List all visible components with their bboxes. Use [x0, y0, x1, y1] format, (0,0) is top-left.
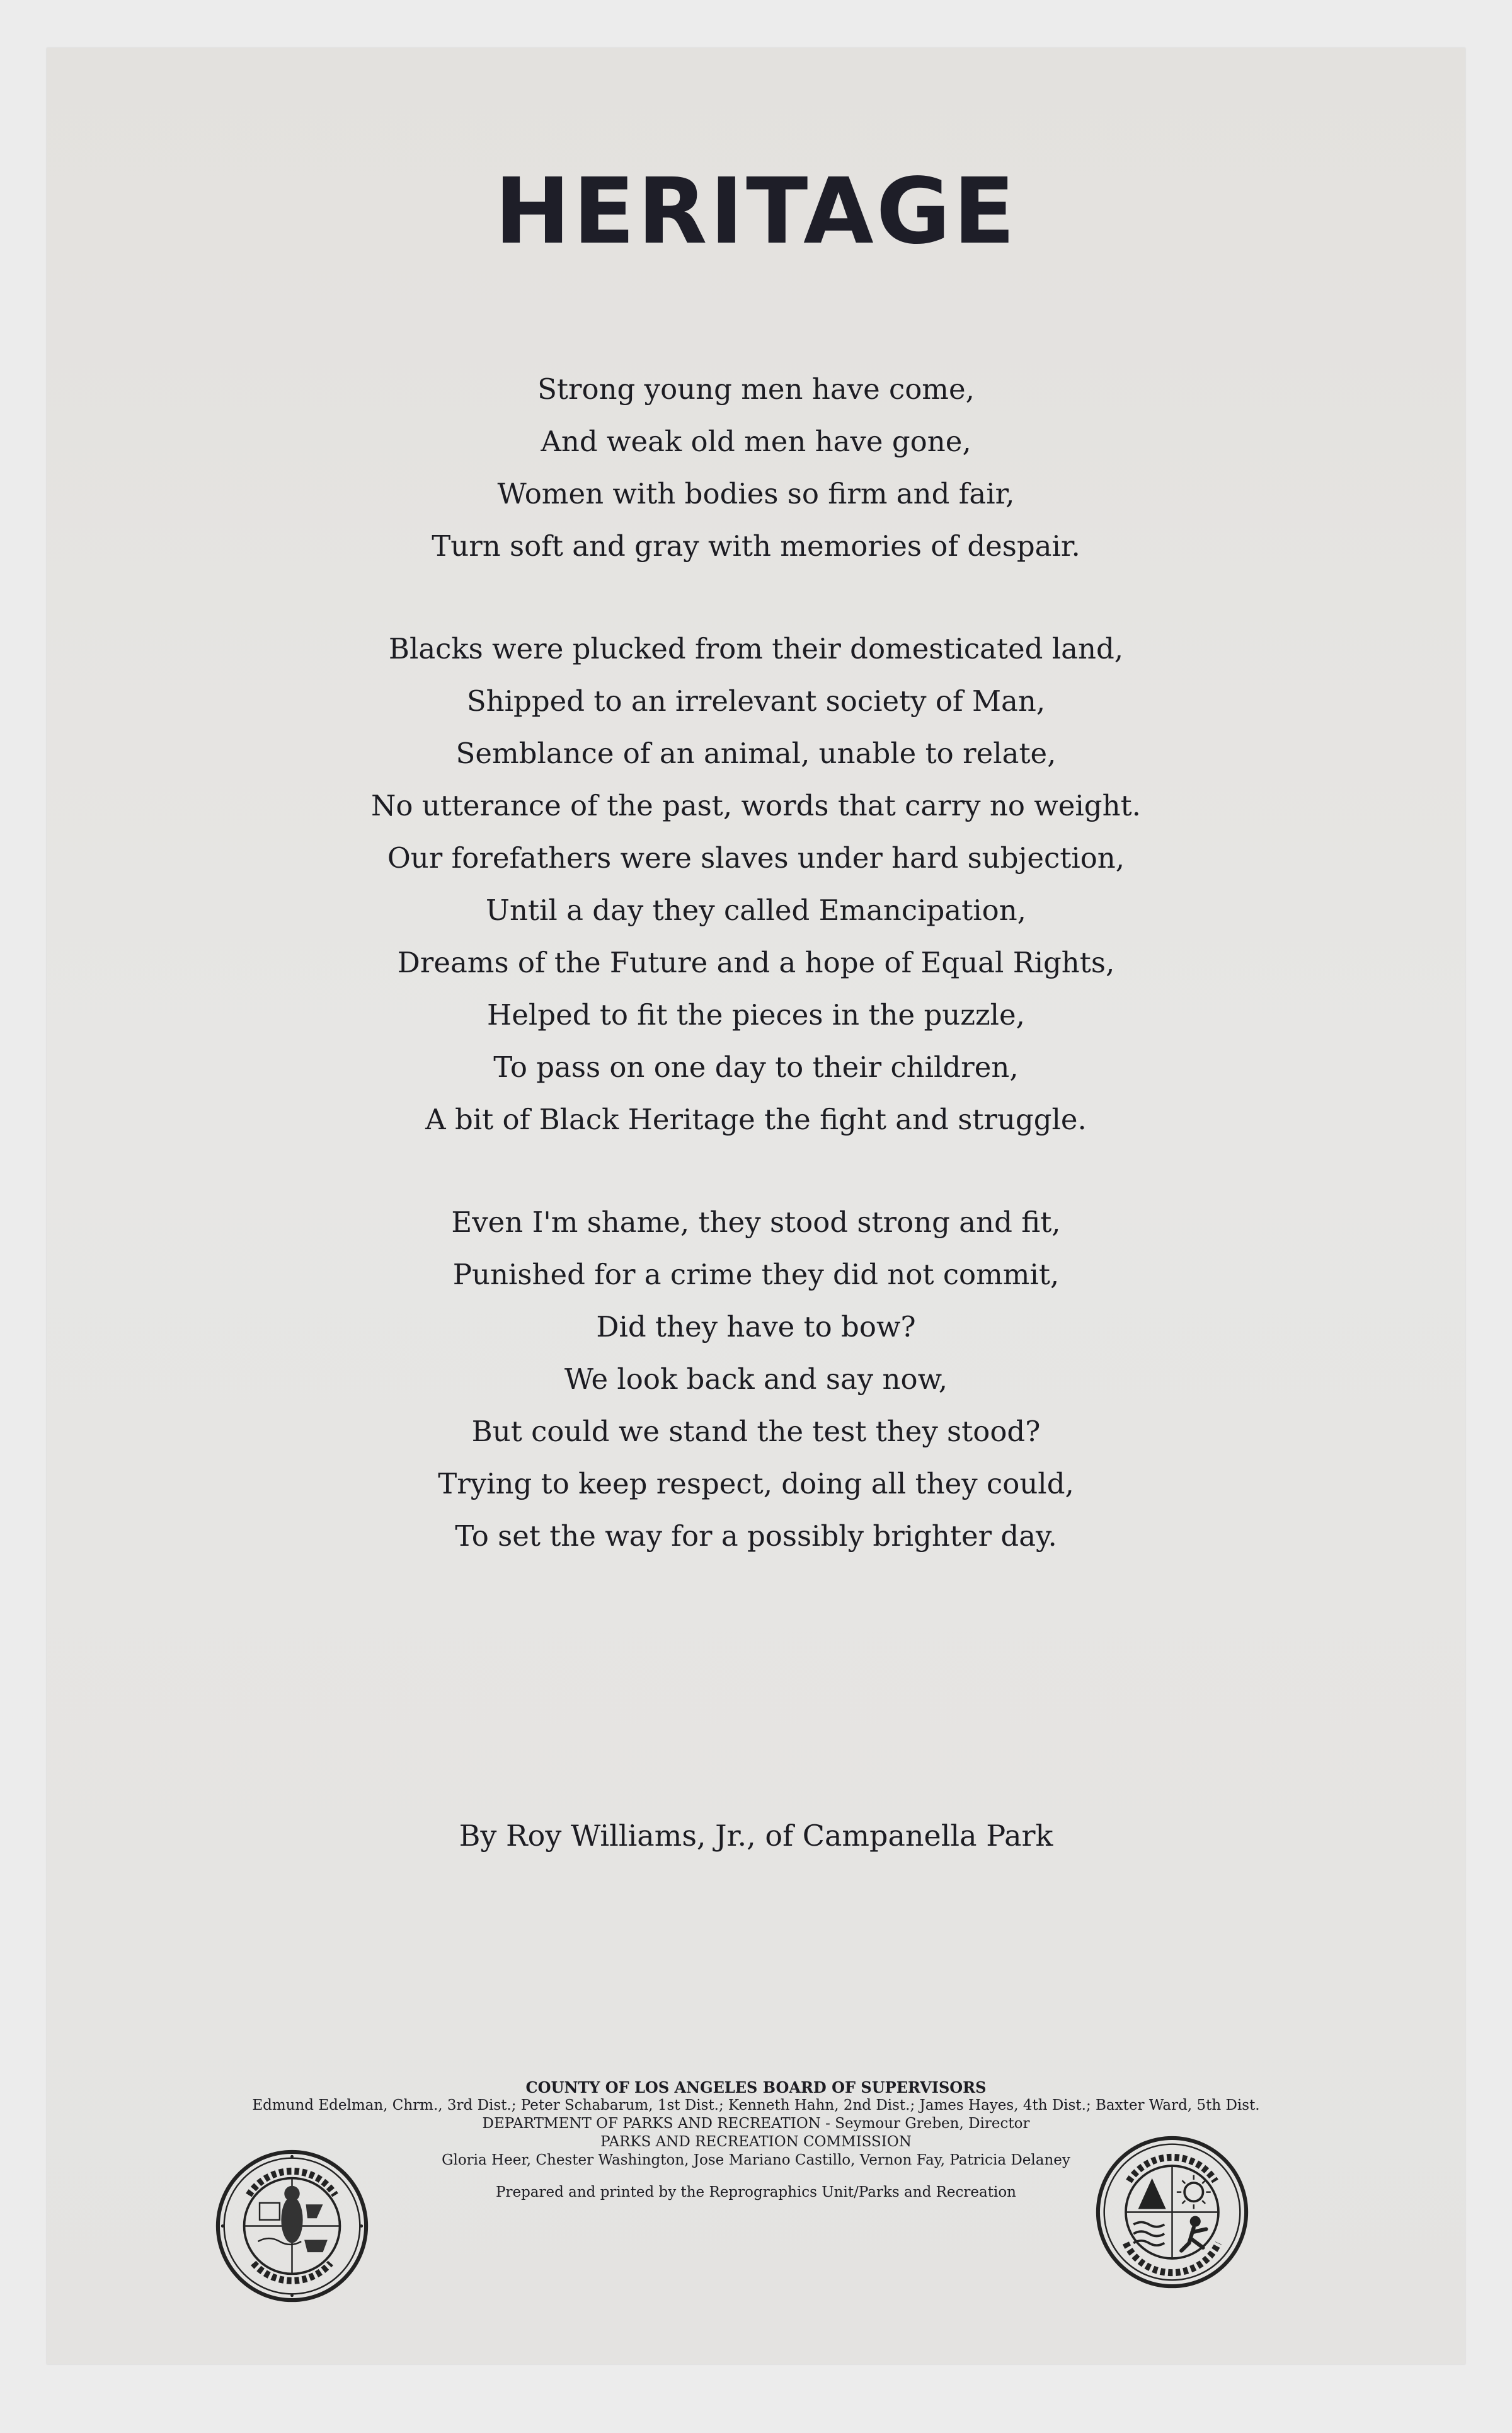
poem-line: No utterance of the past, words that carry no weight.: [371, 789, 1141, 822]
poem-line: Blacks were plucked from their domesticated land,: [388, 632, 1124, 665]
poem-sheet: [47, 48, 1465, 2364]
commission-heading: PARKS AND RECREATION COMMISSION: [600, 2134, 912, 2150]
poem-line: But could we stand the test they stood?: [471, 1415, 1041, 1448]
board-heading: COUNTY OF LOS ANGELES BOARD OF SUPERVISORS: [525, 2078, 987, 2097]
county-seal-graphic: [215, 2149, 369, 2303]
board-members: Edmund Edelman, Chrm., 3rd Dist.; Peter Schabarum, 1st Dist.; Kenneth Hahn, 2nd Dist.; James Hayes, 4th Dist.; Baxter Ward, 5th Dist.: [252, 2097, 1260, 2114]
poem-line: Shipped to an irrelevant society of Man,: [466, 684, 1046, 718]
poem-line: And weak old men have gone,: [541, 425, 971, 458]
poem-line: To pass on one day to their children,: [493, 1050, 1019, 1084]
author-byline: By Roy Williams, Jr., of Campanella Park: [459, 1819, 1053, 1853]
stanza-3: [47, 1196, 1465, 1562]
poem-line: We look back and say now,: [564, 1362, 948, 1396]
stanza-2: [47, 623, 1465, 1146]
poem-line: Even I'm shame, they stood strong and fit,: [451, 1205, 1061, 1239]
poem-line: Trying to keep respect, doing all they could,: [438, 1467, 1074, 1500]
poem-title: HERITAGE: [494, 158, 1018, 264]
printed-by: Prepared and printed by the Reprographics Unit/Parks and Recreation: [495, 2184, 1016, 2200]
poem-line: Women with bodies so firm and fair,: [497, 477, 1015, 510]
poem-line: Did they have to bow?: [596, 1310, 916, 1343]
poem-line: To set the way for a possibly brighter day.: [455, 1519, 1057, 1553]
county-seal-icon: [215, 2149, 369, 2303]
commission-members: Gloria Heer, Chester Washington, Jose Mariano Castillo, Vernon Fay, Patricia Delaney: [442, 2152, 1070, 2168]
poem-line: Strong young men have come,: [537, 372, 975, 406]
poem-line: A bit of Black Heritage the fight and struggle.: [425, 1103, 1087, 1136]
poem-line: Until a day they called Emancipation,: [486, 894, 1026, 927]
poem-body: [47, 363, 1465, 1562]
stanza-1: [47, 363, 1465, 572]
poem-line: Our forefathers were slaves under hard subjection,: [387, 841, 1125, 875]
poem-line: Semblance of an animal, unable to relate,: [455, 737, 1057, 770]
poem-line: Helped to fit the pieces in the puzzle,: [487, 998, 1025, 1032]
poem-line: Dreams of the Future and a hope of Equal Rights,: [397, 946, 1115, 979]
poem-line: Punished for a crime they did not commit,: [452, 1258, 1060, 1291]
poem-line: Turn soft and gray with memories of despair.: [432, 529, 1080, 563]
parks-seal-graphic: [1095, 2135, 1249, 2289]
parks-seal-icon: [1095, 2135, 1249, 2289]
department-line: DEPARTMENT OF PARKS AND RECREATION - Seymour Greben, Director: [482, 2115, 1030, 2132]
